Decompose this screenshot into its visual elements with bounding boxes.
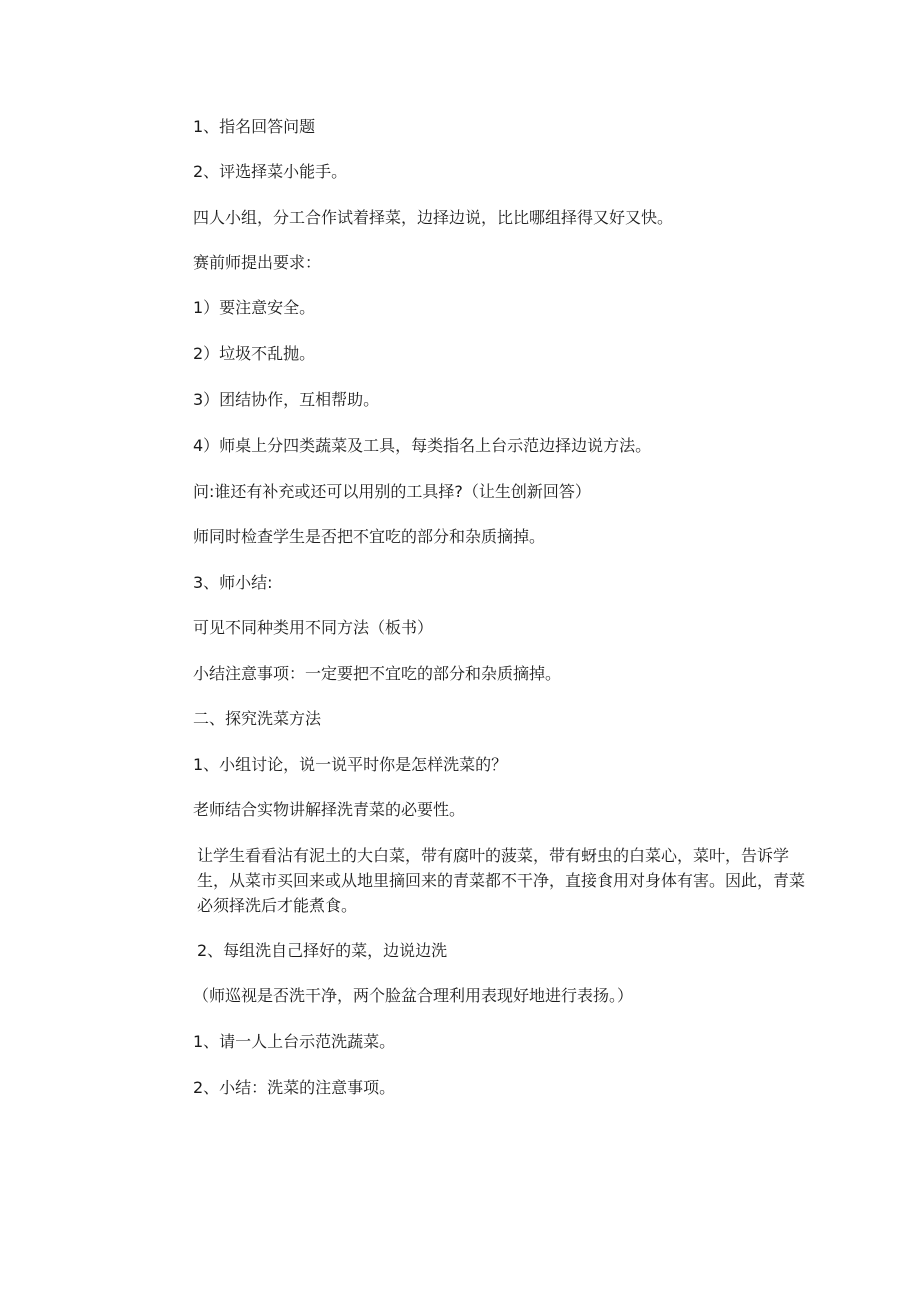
paragraph-teacher-patrol: （师巡视是否洗干净，两个脸盆合理利用表现好地进行表扬。） — [193, 986, 634, 1005]
paragraph-necessity: 老师结合实物讲解择洗青菜的必要性。 — [193, 800, 466, 819]
paragraph-question-tools: 问:谁还有补充或还可以用别的工具择?（让生创新回答） — [193, 482, 591, 501]
paragraph-answer-questions: 1、指名回答问题 — [193, 117, 316, 136]
paragraph-teacher-summary: 3、师小结: — [193, 573, 273, 592]
paragraph-group-discussion: 1、小组讨论，说一说平时你是怎样洗菜的？ — [193, 755, 508, 774]
paragraph-summary-notes: 小结注意事项：一定要把不宜吃的部分和杂质摘掉。 — [193, 664, 562, 683]
paragraph-requirement-demo: 4）师桌上分四类蔬菜及工具，每类指名上台示范边择边说方法。 — [193, 436, 652, 455]
paragraph-select-best-picker: 2、评选择菜小能手。 — [193, 162, 348, 181]
paragraph-teacher-check: 师同时检查学生是否把不宜吃的部分和杂质摘掉。 — [193, 527, 546, 546]
paragraph-requirements-intro: 赛前师提出要求： — [193, 253, 322, 272]
paragraph-dirty-vegetables: 让学生看看沾有泥土的大白菜，带有腐叶的菠菜，带有蚜虫的白菜心，菜叶，告诉学生，从菜市买回来或从地里摘回来的青菜都不干净，直接食用对身体有害。因此，青菜必须择洗后才能煮食。 — [197, 846, 806, 915]
paragraph-washing-notes: 2、小结：洗菜的注意事项。 — [193, 1078, 396, 1097]
paragraph-requirement-litter: 2）垃圾不乱抛。 — [193, 344, 316, 363]
paragraph-requirement-safety: 1）要注意安全。 — [193, 298, 316, 317]
section-heading-washing: 二、探究洗菜方法 — [193, 709, 322, 728]
paragraph-requirement-teamwork: 3）团结协作，互相帮助。 — [193, 390, 380, 409]
paragraph-demo-washing: 1、请一人上台示范洗蔬菜。 — [193, 1032, 396, 1051]
paragraph-different-methods: 可见不同种类用不同方法（板书） — [193, 618, 434, 637]
paragraph-wash-own-vegetables: 2、每组洗自己择好的菜，边说边洗 — [197, 941, 448, 960]
paragraph-group-work: 四人小组，分工合作试着择菜，边择边说，比比哪组择得又好又快。 — [193, 208, 674, 227]
